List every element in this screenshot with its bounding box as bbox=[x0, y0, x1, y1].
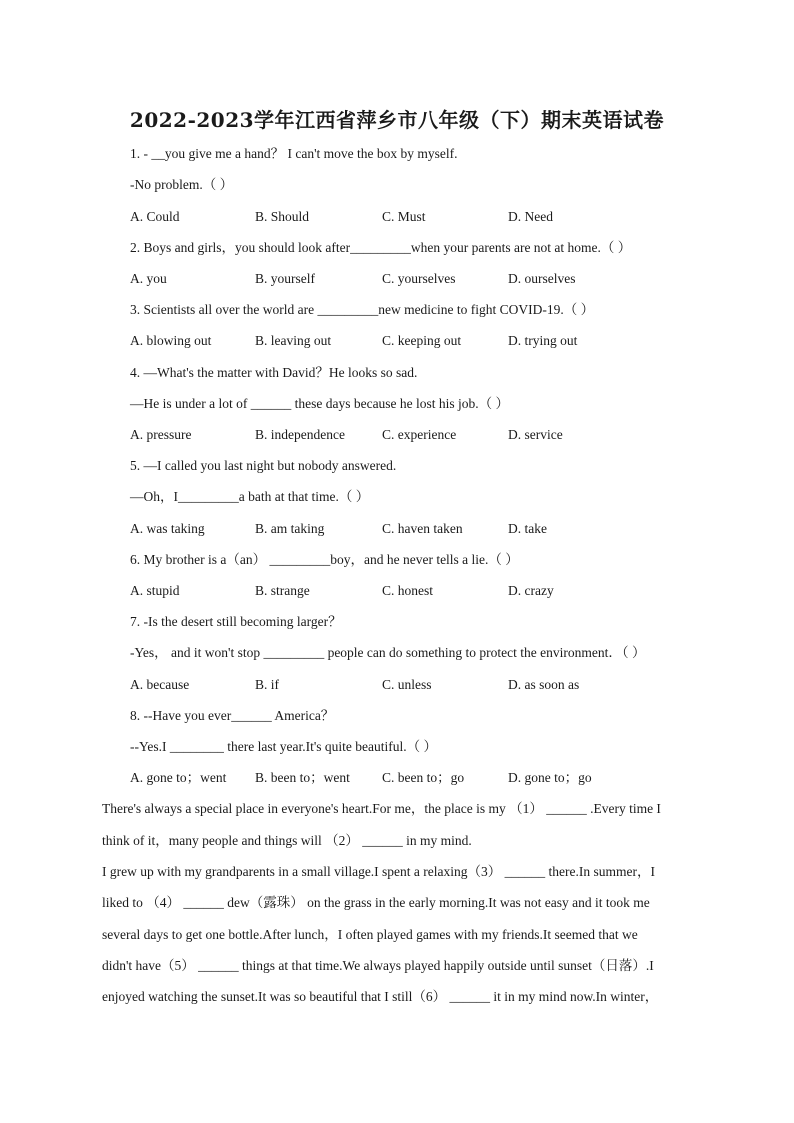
option-c[interactable]: C. keeping out bbox=[382, 333, 462, 348]
passage-line: There's always a special place in everyone's heart.For me，the place is my （1） ______ .Every time I bbox=[102, 801, 661, 816]
question-7-stem: 7. -Is the desert still becoming larger？ bbox=[130, 614, 342, 629]
option-d[interactable]: D. Need bbox=[508, 209, 553, 224]
question-8-stem: 8. --Have you ever______ America？ bbox=[130, 708, 335, 723]
question-8-reply: --Yes.I ________ there last year.It's quite beautiful.（ ） bbox=[130, 739, 437, 754]
question-1-options bbox=[130, 208, 730, 226]
option-b[interactable]: B. if bbox=[255, 677, 280, 692]
question-3-stem: 3. Scientists all over the world are _________new medicine to fight COVID-19.（ ） bbox=[130, 302, 595, 317]
option-a[interactable]: A. gone to；went bbox=[130, 770, 227, 785]
option-d[interactable]: D. as soon as bbox=[508, 677, 580, 692]
question-6-stem: 6. My brother is a（an） _________boy，and he never tells a lie.（ ） bbox=[130, 552, 519, 567]
option-c[interactable]: C. Must bbox=[382, 209, 426, 224]
question-2-stem: 2. Boys and girls，you should look after_________when your parents are not at home.（ ） bbox=[130, 240, 632, 255]
exam-title: 2022-2023学年江西省萍乡市八年级（下）期末英语试卷 bbox=[129, 108, 665, 132]
option-d[interactable]: D. service bbox=[508, 427, 563, 442]
option-b[interactable]: B. yourself bbox=[255, 271, 315, 286]
option-c[interactable]: C. honest bbox=[382, 583, 434, 598]
question-7-options bbox=[130, 676, 730, 694]
option-a[interactable]: A. stupid bbox=[130, 583, 180, 598]
option-a[interactable]: A. Could bbox=[130, 209, 180, 224]
option-b[interactable]: B. been to；went bbox=[255, 770, 350, 785]
passage-line: think of it，many people and things will （2） ______ in my mind. bbox=[102, 833, 472, 848]
question-8-options bbox=[130, 769, 730, 787]
option-c[interactable]: C. unless bbox=[382, 677, 432, 692]
question-4-reply: —He is under a lot of ______ these days because he lost his job.（ ） bbox=[130, 396, 510, 411]
option-a[interactable]: A. blowing out bbox=[130, 333, 212, 348]
question-5-stem: 5. —I called you last night but nobody answered. bbox=[130, 458, 397, 473]
option-b[interactable]: B. independence bbox=[255, 427, 345, 442]
question-1-stem: 1. - __you give me a hand？ I can't move the box by myself. bbox=[130, 146, 458, 161]
question-7-reply: -Yes， and it won't stop _________ people can do something to protect the environment．（ ） bbox=[130, 645, 646, 660]
option-b[interactable]: B. leaving out bbox=[255, 333, 332, 348]
option-d[interactable]: D. ourselves bbox=[508, 271, 576, 286]
passage-line: enjoyed watching the sunset.It was so beautiful that I still（6） ______ it in my mind now.In winter， bbox=[102, 989, 659, 1004]
option-d[interactable]: D. trying out bbox=[508, 333, 578, 348]
option-c[interactable]: C. haven taken bbox=[382, 521, 463, 536]
passage-line: I grew up with my grandparents in a small village.I spent a relaxing（3） ______ there.In summer，I bbox=[102, 864, 655, 879]
passage-line: several days to get one bottle.After lunch，I often played games with my friends.It seemed that we bbox=[102, 927, 638, 942]
option-c[interactable]: C. been to；go bbox=[382, 770, 465, 785]
option-a[interactable]: A. because bbox=[130, 677, 190, 692]
question-5-reply: —Oh，I_________a bath at that time.（ ） bbox=[130, 489, 370, 504]
question-2-options bbox=[130, 270, 730, 288]
option-a[interactable]: A. was taking bbox=[130, 521, 205, 536]
passage-line: didn't have（5） ______ things at that time.We always played happily outside until sunset（日落）.I bbox=[102, 958, 654, 973]
option-b[interactable]: B. am taking bbox=[255, 521, 325, 536]
option-b[interactable]: B. Should bbox=[255, 209, 310, 224]
question-5-options bbox=[130, 520, 730, 538]
question-4-options bbox=[130, 426, 730, 444]
option-c[interactable]: C. experience bbox=[382, 427, 457, 442]
option-d[interactable]: D. take bbox=[508, 521, 547, 536]
option-a[interactable]: A. you bbox=[130, 271, 167, 286]
question-1-reply: -No problem.（ ） bbox=[130, 177, 234, 192]
option-a[interactable]: A. pressure bbox=[130, 427, 192, 442]
option-b[interactable]: B. strange bbox=[255, 583, 310, 598]
question-6-options bbox=[130, 582, 730, 600]
option-d[interactable]: D. gone to；go bbox=[508, 770, 592, 785]
option-d[interactable]: D. crazy bbox=[508, 583, 554, 598]
option-c[interactable]: C. yourselves bbox=[382, 271, 456, 286]
question-3-options bbox=[130, 332, 730, 350]
question-4-stem: 4. —What's the matter with David？He looks so sad. bbox=[130, 365, 418, 380]
passage-line: liked to （4） ______ dew（露珠） on the grass in the early morning.It was not easy and it took me bbox=[102, 895, 650, 910]
